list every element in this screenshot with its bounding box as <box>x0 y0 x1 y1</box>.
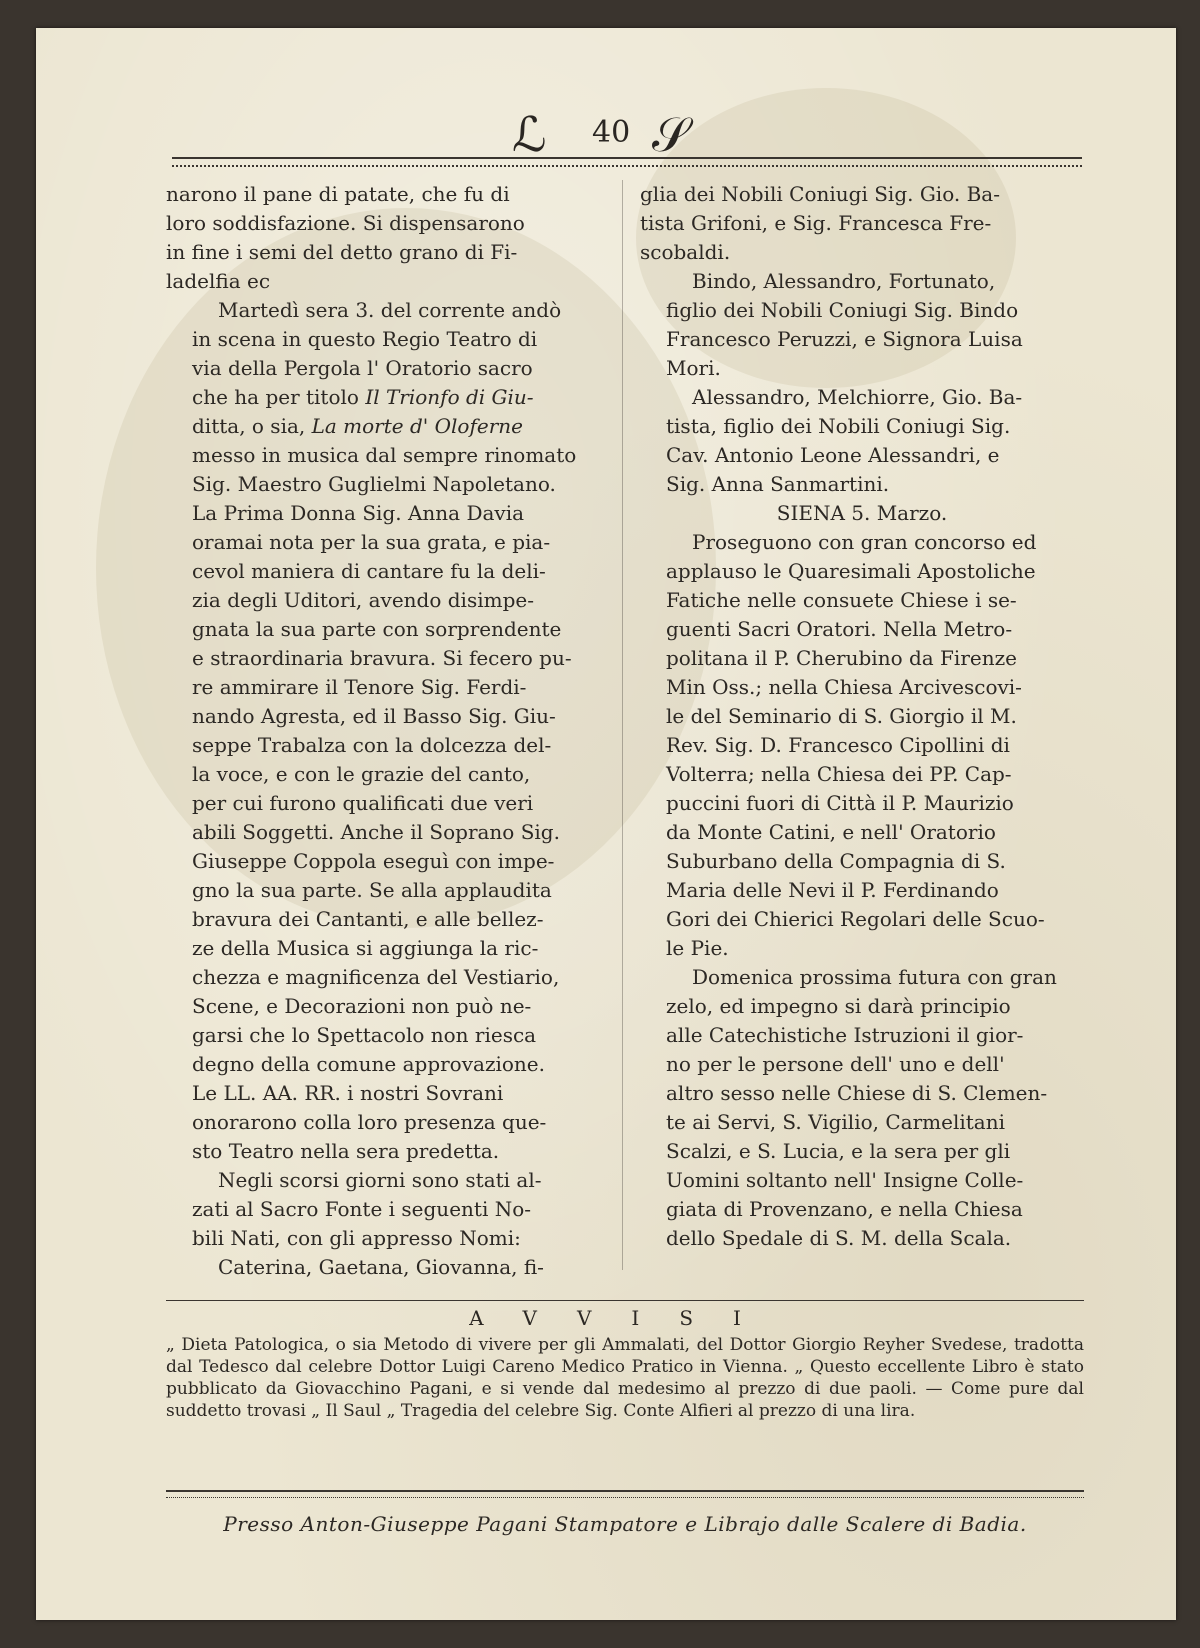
text-line <box>640 180 1084 209</box>
text-run: e straordinaria bravura. Si fecero pu- <box>192 646 572 670</box>
text-line <box>166 209 604 238</box>
text-line <box>640 905 1084 934</box>
text-run: loro soddisfazione. Si dispensarono <box>166 211 525 235</box>
text-line <box>166 267 604 296</box>
text-line <box>640 1137 1084 1166</box>
text-line <box>166 1021 604 1050</box>
avvisi-heading: AVVISI <box>469 1306 781 1330</box>
ornament-right-icon: 𝒮 <box>652 107 690 163</box>
text-run: le Pie. <box>666 936 729 960</box>
text-line <box>166 557 604 586</box>
text-run: zelo, ed impegno si darà principio <box>666 994 1011 1018</box>
text-line <box>640 1166 1084 1195</box>
text-run: Alessandro, Melchiorre, Gio. Ba- <box>692 385 1023 409</box>
paragraph <box>640 963 1084 1253</box>
text-line <box>166 963 604 992</box>
text-run: alle Catechistiche Istruzioni il gior- <box>666 1023 1024 1047</box>
text-run: glia dei Nobili Coniugi Sig. Gio. Ba- <box>640 182 1000 206</box>
text-line <box>166 934 604 963</box>
text-run: La Prima Donna Sig. Anna Davia <box>192 501 525 525</box>
paragraph <box>166 180 604 296</box>
text-line <box>640 789 1084 818</box>
text-run: Bindo, Alessandro, Fortunato, <box>692 269 996 293</box>
text-line <box>640 499 1084 528</box>
text-line <box>640 644 1084 673</box>
text-line <box>640 528 1084 557</box>
text-run: nando Agresta, ed il Basso Sig. Giu- <box>192 704 556 728</box>
text-run: cevol maniera di cantare fu la deli- <box>192 559 546 583</box>
text-line <box>166 702 604 731</box>
text-run: Scene, e Decorazioni non può ne- <box>192 994 532 1018</box>
text-run: abili Soggetti. Anche il Soprano Sig. <box>192 820 560 844</box>
text-line <box>166 325 604 354</box>
text-run: no per le persone dell' uno e dell' <box>666 1052 1005 1076</box>
text-line <box>166 1050 604 1079</box>
paragraph <box>640 528 1084 963</box>
text-line <box>166 1137 604 1166</box>
text-run: degno della comune approvazione. <box>192 1052 545 1076</box>
text-run: politana il P. Cherubino da Firenze <box>666 646 1017 670</box>
italic-title: La morte d' Oloferne <box>311 414 523 438</box>
text-line <box>640 992 1084 1021</box>
text-line <box>640 267 1084 296</box>
text-run: gno la sua parte. Se alla applaudita <box>192 878 552 902</box>
text-line <box>166 789 604 818</box>
italic-title: Il Trionfo di Giu- <box>365 385 534 409</box>
text-run: messo in musica dal sempre rinomato <box>192 443 577 467</box>
text-run: Sig. Maestro Guglielmi Napoletano. <box>192 472 556 496</box>
text-run: Volterra; nella Chiesa dei PP. Cap- <box>666 762 1012 786</box>
text-run: zia degli Uditori, avendo disimpe- <box>192 588 534 612</box>
column-divider <box>622 180 623 1270</box>
printer-imprint: Presso Anton-Giuseppe Pagani Stampatore e Librajo dalle Scalere di Badia. <box>223 1512 1027 1536</box>
text-run: onorarono colla loro presenza que- <box>192 1110 547 1134</box>
text-run: guenti Sacri Oratori. Nella Metro- <box>666 617 1013 641</box>
text-run: Mori. <box>666 356 721 380</box>
ornament-left-icon: ℒ <box>512 107 547 163</box>
text-line <box>166 586 604 615</box>
paragraph <box>640 267 1084 383</box>
text-line <box>640 731 1084 760</box>
text-line <box>166 180 604 209</box>
text-line <box>166 1079 604 1108</box>
text-run: Giuseppe Coppola eseguì con impe- <box>192 849 555 873</box>
right-column <box>640 180 1084 1253</box>
text-run: tista Grifoni, e Sig. Francesca Fre- <box>640 211 992 235</box>
text-line <box>166 731 604 760</box>
avvisi-text: „ Dieta Patologica, o sia Metodo di vivere per gli Ammalati, del Dottor Giorgio Reyher Svedese, tradotta dal Tedesco dal celebre Dottor Luigi Careno Medico Pratico in Vienna. „ Questo eccellente Libro è stato pubblicato da Giovacchino Pagani, e si vende dal medesimo al prezzo di due paoli. — Come pure dal suddetto trovasi „ Il Saul „ Tragedia del celebre Sig. Conte Alfieri al prezzo di una lira. <box>166 1335 1084 1421</box>
text-run: Sig. Anna Sanmartini. <box>666 472 890 496</box>
text-run: in scena in questo Regio Teatro di <box>192 327 538 351</box>
text-line <box>640 238 1084 267</box>
paragraph <box>640 383 1084 499</box>
text-run: che ha per titolo <box>192 385 366 409</box>
text-run: gnata la sua parte con sorprendente <box>192 617 562 641</box>
text-line <box>166 412 604 441</box>
text-line <box>166 644 604 673</box>
text-run: te ai Servi, S. Vigilio, Carmelitani <box>666 1110 1005 1134</box>
text-run: sto Teatro nella sera predetta. <box>192 1139 500 1163</box>
text-line <box>640 470 1084 499</box>
text-run: bravura dei Cantanti, e alle bellez- <box>192 907 544 931</box>
text-run: Fatiche nelle consuete Chiese i se- <box>666 588 1017 612</box>
text-line <box>640 673 1084 702</box>
text-run: in fine i semi del detto grano di Fi- <box>166 240 518 264</box>
text-run: ditta, o sia, <box>192 414 312 438</box>
text-line <box>640 876 1084 905</box>
paragraph <box>166 1253 604 1282</box>
text-run: SIENA 5. Marzo. <box>776 501 948 525</box>
text-line <box>640 702 1084 731</box>
text-line <box>166 1253 604 1282</box>
text-run: oramai nota per la sua grata, e pia- <box>192 530 551 554</box>
text-line <box>640 325 1084 354</box>
text-run: Uomini soltanto nell' Insigne Colle- <box>666 1168 1024 1192</box>
text-run: altro sesso nelle Chiese di S. Clemen- <box>666 1081 1048 1105</box>
text-line <box>640 383 1084 412</box>
text-run: chezza e magnificenza del Vestiario, <box>192 965 560 989</box>
text-run: puccini fuori di Città il P. Maurizio <box>666 791 1014 815</box>
text-run: figlio dei Nobili Coniugi Sig. Bindo <box>666 298 1019 322</box>
text-line <box>166 1224 604 1253</box>
text-line <box>640 818 1084 847</box>
paragraph <box>166 296 604 1166</box>
text-line <box>640 209 1084 238</box>
text-line <box>166 992 604 1021</box>
text-line <box>166 847 604 876</box>
text-run: Negli scorsi giorni sono stati al- <box>218 1168 542 1192</box>
avvisi-rule <box>166 1300 1084 1301</box>
page-header <box>172 105 1082 165</box>
text-line <box>166 499 604 528</box>
text-line <box>166 238 604 267</box>
left-column <box>166 180 604 1282</box>
text-run: ze della Musica si aggiunga la ric- <box>192 936 539 960</box>
text-run: bili Nati, con gli appresso Nomi: <box>192 1226 521 1250</box>
text-line <box>640 847 1084 876</box>
text-run: Scalzi, e S. Lucia, e la sera per gli <box>666 1139 1011 1163</box>
text-run: giata di Provenzano, e nella Chiesa <box>666 1197 1023 1221</box>
text-run: Caterina, Gaetana, Giovanna, fi- <box>218 1255 544 1279</box>
text-line <box>640 1050 1084 1079</box>
text-run: Maria delle Nevi il P. Ferdinando <box>666 878 999 902</box>
text-run: scobaldi. <box>640 240 731 264</box>
text-run: Suburbano della Compagnia di S. <box>666 849 1006 873</box>
text-line <box>166 354 604 383</box>
text-run: per cui furono qualificati due veri <box>192 791 534 815</box>
text-line <box>640 296 1084 325</box>
text-line <box>640 557 1084 586</box>
page-number: 40 <box>592 115 631 150</box>
text-line <box>166 673 604 702</box>
text-line <box>640 963 1084 992</box>
text-line <box>166 905 604 934</box>
text-run: narono il pane di patate, che fu di <box>166 182 510 206</box>
text-line <box>640 934 1084 963</box>
text-line <box>640 412 1084 441</box>
text-run: via della Pergola l' Oratorio sacro <box>192 356 533 380</box>
text-line <box>640 1079 1084 1108</box>
text-line <box>640 586 1084 615</box>
text-line <box>166 528 604 557</box>
text-line <box>166 470 604 499</box>
text-run: Min Oss.; nella Chiesa Arcivescovi- <box>666 675 1022 699</box>
text-run: garsi che lo Spettacolo non riesca <box>192 1023 537 1047</box>
text-line <box>166 615 604 644</box>
paragraph <box>640 180 1084 267</box>
text-line <box>640 1021 1084 1050</box>
text-line <box>640 1224 1084 1253</box>
text-run: Martedì sera 3. del corrente andò <box>218 298 562 322</box>
text-run: Proseguono con gran concorso ed <box>692 530 1037 554</box>
text-line <box>640 615 1084 644</box>
text-line <box>640 354 1084 383</box>
text-run: dello Spedale di S. M. della Scala. <box>666 1226 1012 1250</box>
text-line <box>166 1195 604 1224</box>
text-line <box>166 383 604 412</box>
text-run: ladelfia ec <box>166 269 271 293</box>
header-rule <box>172 157 1082 167</box>
text-line <box>166 818 604 847</box>
text-run: re ammirare il Tenore Sig. Ferdi- <box>192 675 527 699</box>
text-line <box>166 1166 604 1195</box>
text-line <box>166 296 604 325</box>
text-run: Cav. Antonio Leone Alessandri, e <box>666 443 1000 467</box>
text-line <box>640 760 1084 789</box>
paragraph <box>640 499 1084 528</box>
text-run: seppe Trabalza con la dolcezza del- <box>192 733 552 757</box>
text-line <box>166 1108 604 1137</box>
text-run: zati al Sacro Fonte i seguenti No- <box>192 1197 531 1221</box>
text-line <box>166 876 604 905</box>
text-run: le del Seminario di S. Giorgio il M. <box>666 704 1017 728</box>
text-run: da Monte Catini, e nell' Oratorio <box>666 820 996 844</box>
text-run: Le LL. AA. RR. i nostri Sovrani <box>192 1081 504 1105</box>
text-line <box>166 760 604 789</box>
text-run: Francesco Peruzzi, e Signora Luisa <box>666 327 1023 351</box>
text-run: applauso le Quaresimali Apostoliche <box>666 559 1036 583</box>
text-run: Gori dei Chierici Regolari delle Scuo- <box>666 907 1045 931</box>
text-run: la voce, e con le grazie del canto, <box>192 762 531 786</box>
text-line <box>166 441 604 470</box>
text-run: tista, figlio dei Nobili Coniugi Sig. <box>666 414 1011 438</box>
text-run: Domenica prossima futura con gran <box>692 965 1057 989</box>
paragraph <box>166 1166 604 1253</box>
text-run: Rev. Sig. D. Francesco Cipollini di <box>666 733 1010 757</box>
text-line <box>640 441 1084 470</box>
text-line <box>640 1108 1084 1137</box>
footer-rule <box>166 1490 1084 1498</box>
text-line <box>640 1195 1084 1224</box>
